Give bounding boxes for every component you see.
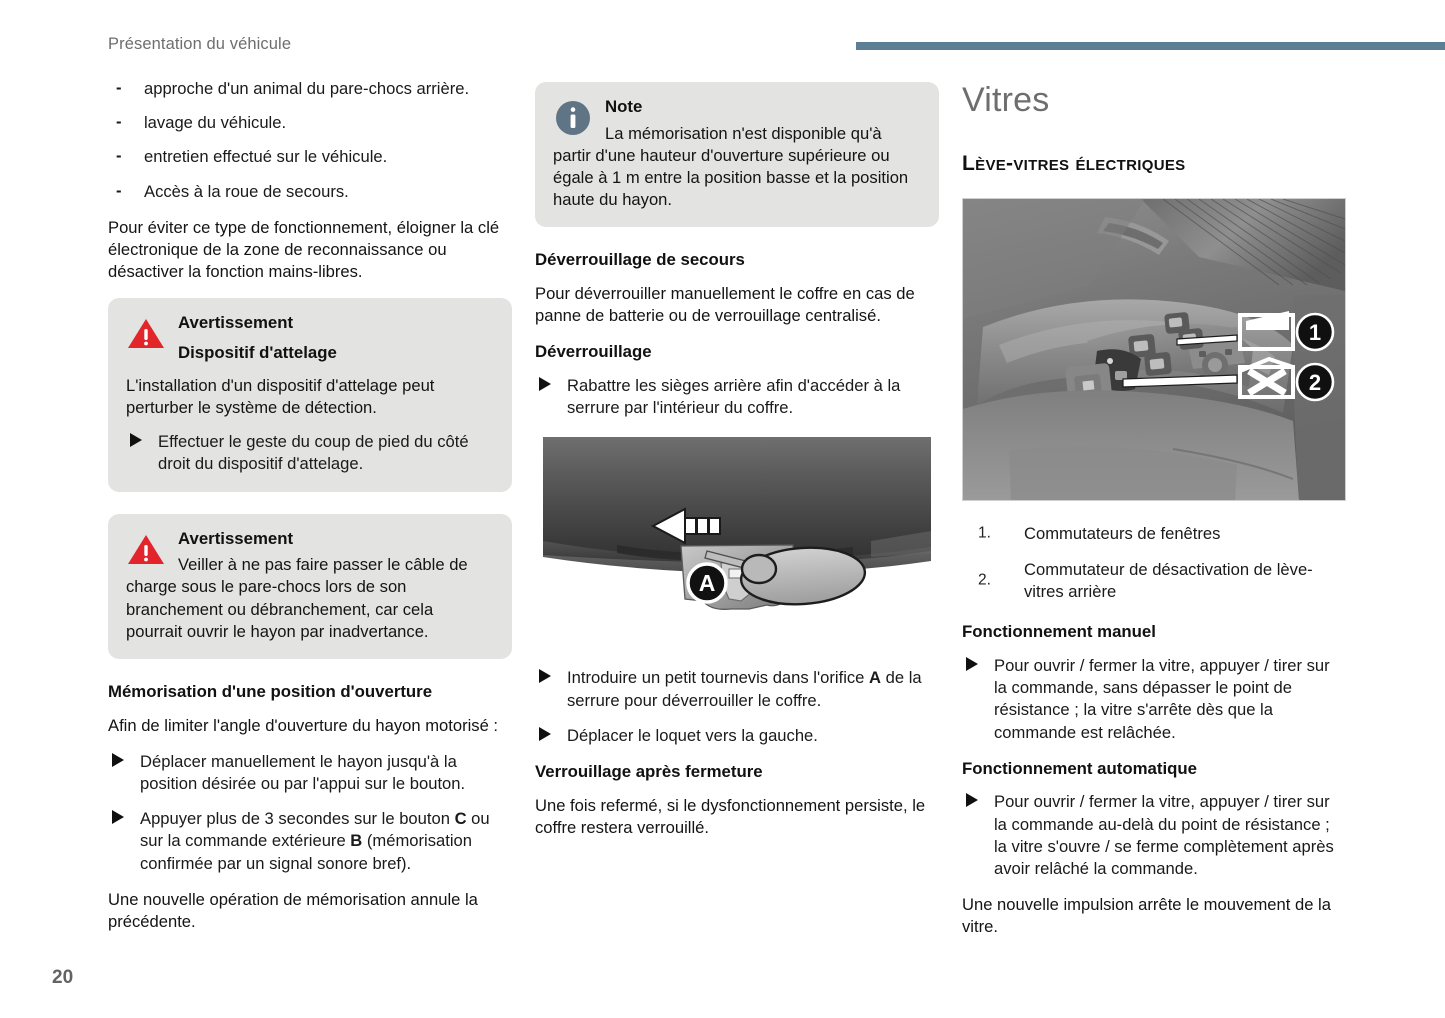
warning-title: Avertissement: [178, 312, 294, 332]
callout-badge-a: [688, 564, 726, 602]
list-item: Déplacer manuellement le hayon jusqu'à la position désirée ou par l'appui sur le bouton.: [108, 751, 512, 795]
warning-subtitle: Dispositif d'attelage: [178, 343, 337, 363]
heading-automatic-operation: Fonctionnement automatique: [962, 758, 1197, 778]
svg-text:2: 2: [1308, 369, 1322, 395]
warning-text: L'installation d'un dispositif d'attelage peut perturber le système de détection.: [126, 375, 435, 417]
list-item-text: Appuyer plus de 3 secondes sur le bouton C ou sur la commande extérieure B (mémorisation confirmée par un signal sonore bref).: [140, 809, 490, 873]
heading-lock-after-close: Verrouillage après fermeture: [535, 762, 763, 782]
paragraph-limit-angle: Afin de limiter l'angle d'ouverture du hayon motorisé :: [108, 715, 499, 735]
list-item: - lavage du véhicule.: [116, 112, 287, 133]
list-item: - Accès à la roue de secours.: [116, 180, 349, 201]
automatic-operation-list: [962, 791, 1346, 880]
warning-box-towbar: [108, 298, 512, 492]
dash-marker: -: [116, 78, 122, 97]
paragraph-manual-unlock: Pour déverrouiller manuellement le coffre en cas de panne de batterie ou de verrouillage centralisé.: [535, 283, 915, 326]
heading-manual-operation: Fonctionnement manuel: [962, 622, 1156, 642]
button-ref-c: C: [454, 809, 467, 829]
manual-operation-list: [962, 655, 1346, 744]
note-text: La mémorisation n'est disponible qu'à partir d'une hauteur d'ouverture supérieure ou égale à 1 m entre la position basse et la position haute du hayon.: [553, 123, 909, 210]
heading-unlock: Déverrouillage: [535, 342, 652, 362]
triangle-bullet-icon: [539, 727, 551, 741]
legend-number: 1.: [978, 524, 991, 542]
list-item: Déplacer le loquet vers la gauche.: [535, 725, 939, 747]
unlock-step-list-1: [535, 375, 939, 419]
paragraph-new-memorisation: Une nouvelle opération de mémorisation annule la précédente.: [108, 889, 478, 932]
column-right: [962, 78, 1346, 953]
triangle-bullet-icon: [539, 377, 551, 391]
list-item: Effectuer le geste du coup de pied du côté droit du dispositif d'attelage.: [126, 431, 494, 475]
list-item: Pour ouvrir / fermer la vitre, appuyer / tirer sur la commande, sans dépasser le point de résistance ; la vitre s'arrête dès que la commande est relâchée.: [962, 655, 1346, 744]
warning-title: Avertissement: [178, 528, 294, 548]
warning-triangle-icon: [126, 530, 166, 570]
paragraph-lock-persist: Une fois refermé, si le dysfonctionnement persiste, le coffre restera verrouillé.: [535, 795, 926, 837]
svg-text:1: 1: [1308, 319, 1322, 345]
triangle-bullet-icon: [966, 657, 978, 671]
list-item: - approche d'un animal du pare-chocs arrière.: [116, 78, 470, 98]
page-number: 20: [52, 966, 74, 988]
dash-marker: -: [116, 180, 122, 200]
page-header: [0, 0, 1445, 62]
dash-marker: -: [116, 112, 122, 132]
svg-text:A: A: [698, 570, 716, 597]
unlock-step-list-2: [535, 667, 939, 747]
triangle-bullet-icon: [966, 793, 978, 807]
column-left: [108, 78, 512, 947]
note-box-memorisation: [535, 82, 939, 227]
memorisation-steps-list: [108, 751, 512, 875]
legend-number: 2.: [978, 571, 991, 589]
triangle-bullet-icon: [112, 810, 124, 824]
section-title: Lève-vitres électriques: [962, 151, 1186, 175]
list-item: [962, 559, 1346, 603]
callout-badge-2: [1297, 364, 1333, 400]
door-window-switches-photo: [962, 198, 1346, 501]
info-circle-icon: [553, 98, 593, 138]
list-item: Pour ouvrir / fermer la vitre, appuyer / tirer sur la commande au-delà du point de résistance ; la vitre s'ouvre / se ferme complètement après avoir relâché la commande.: [962, 791, 1346, 880]
column-middle: [535, 78, 939, 853]
triangle-bullet-icon: [112, 753, 124, 767]
header-accent-rule: [856, 42, 1445, 50]
dash-list: [108, 78, 512, 203]
breadcrumb-title: Présentation du véhicule: [108, 35, 292, 53]
figure-legend-list: [962, 523, 1346, 604]
orifice-ref-a: A: [869, 668, 882, 688]
paragraph-avoid-operation: Pour éviter ce type de fonctionnement, éloigner la clé électronique de la zone de reconnaissance ou désactiver la fonction mains-libres.: [108, 217, 500, 282]
callout-badge-1: [1297, 314, 1333, 350]
list-item-text: Introduire un petit tournevis dans l'orifice A de la serrure pour déverrouiller le coffre.: [567, 668, 922, 710]
warning-text: Veiller à ne pas faire passer le câble de charge sous le pare-chocs lors de son branchement ou débranchement, car cela pourrait ouvrir le hayon par inadvertance.: [126, 555, 468, 641]
list-item: [962, 523, 1346, 545]
warning-box-charging-cable: [108, 514, 512, 659]
list-item: [535, 667, 939, 711]
warning-triangle-icon: [126, 314, 166, 354]
heading-emergency-unlock: Déverrouillage de secours: [535, 250, 745, 270]
heading-memorisation: Mémorisation d'une position d'ouverture: [108, 682, 433, 702]
warning-bullet-list: [126, 431, 494, 475]
triangle-bullet-icon: [130, 433, 142, 447]
dash-marker: -: [116, 146, 122, 166]
button-ref-b: B: [350, 831, 363, 851]
page-title: Vitres: [962, 81, 1050, 119]
list-item: [108, 808, 512, 875]
list-item: - entretien effectué sur le véhicule.: [116, 146, 388, 167]
legend-label: Commutateur de désactivation de lève-vitres arrière: [1024, 559, 1313, 602]
tailgate-emergency-lock-figure: [535, 433, 939, 645]
paragraph-new-impulse: Une nouvelle impulsion arrête le mouvement de la vitre.: [962, 895, 1331, 937]
page-columns: [0, 78, 1445, 1018]
triangle-bullet-icon: [539, 669, 551, 683]
legend-label: Commutateurs de fenêtres: [1024, 523, 1221, 543]
note-title: Note: [605, 97, 643, 116]
list-item: Rabattre les sièges arrière afin d'accéder à la serrure par l'intérieur du coffre.: [535, 375, 939, 419]
